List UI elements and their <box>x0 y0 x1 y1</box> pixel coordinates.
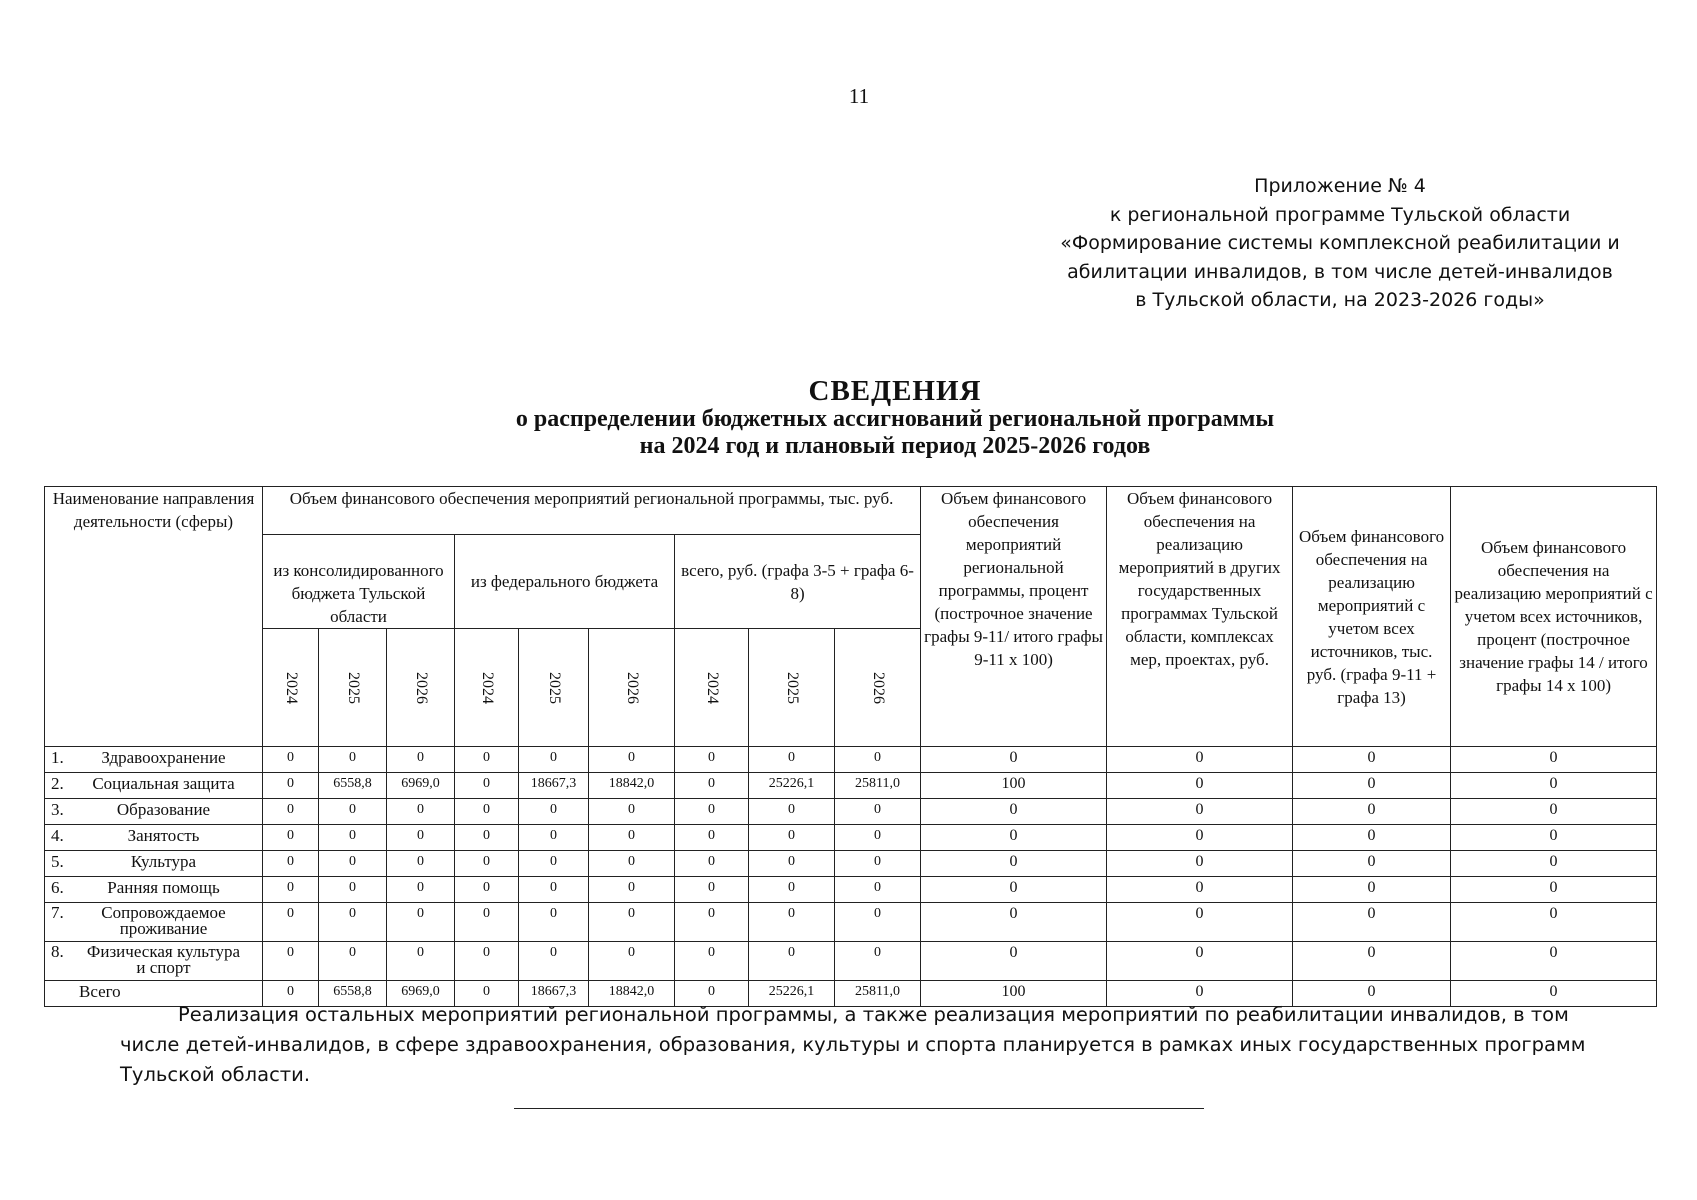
table-cell: 0 <box>1451 851 1657 877</box>
table-cell: 0 <box>519 877 589 903</box>
table-row <box>45 877 1657 903</box>
table-cell: 0 <box>1293 773 1451 799</box>
table-cell: 0 <box>589 825 675 851</box>
table-cell: 0 <box>319 851 387 877</box>
table-cell: 0 <box>921 877 1107 903</box>
table-cell: 0 <box>921 851 1107 877</box>
table-cell: 18667,3 <box>519 773 589 799</box>
table-cell: 0 <box>589 877 675 903</box>
year-header: 2024 <box>455 629 519 747</box>
table-cell: 0 <box>1107 877 1293 903</box>
table-cell: 0 <box>263 981 319 1007</box>
table-cell: 0 <box>1293 903 1451 942</box>
table-row <box>45 851 1657 877</box>
table-cell: 0 <box>1107 903 1293 942</box>
budget-table <box>44 486 1657 1007</box>
table-cell: 0 <box>921 747 1107 773</box>
table-cell: 0 <box>387 877 455 903</box>
table-cell: 0 <box>455 981 519 1007</box>
table-cell: 0 <box>921 799 1107 825</box>
appendix-line: в Тульской области, на 2023-2026 годы» <box>1135 289 1545 311</box>
table-cell: 0 <box>589 747 675 773</box>
row-label: Ранняя помощь <box>107 878 220 897</box>
year-header: 2026 <box>589 629 675 747</box>
appendix-line: Приложение № 4 <box>1254 175 1426 197</box>
table-row <box>45 825 1657 851</box>
row-number: 1. <box>51 748 64 767</box>
table-cell: 0 <box>1293 942 1451 981</box>
header-other-programs: Объем финансового обеспечения на реализацию мероприятий в других государственных программах Тульской области, комплексах мер, проектах, руб. <box>1107 487 1293 747</box>
table-cell: 0 <box>1107 942 1293 981</box>
table-cell: 0 <box>589 942 675 981</box>
table-cell: 100 <box>921 981 1107 1007</box>
table-cell: 0 <box>675 825 749 851</box>
table-cell: 0 <box>921 903 1107 942</box>
table-row <box>45 942 1657 981</box>
table-cell: 0 <box>387 851 455 877</box>
row-name <box>45 877 263 903</box>
row-label: Всего <box>79 982 121 1001</box>
table-cell: 6969,0 <box>387 981 455 1007</box>
row-name <box>45 799 263 825</box>
table-row <box>45 773 1657 799</box>
appendix-line: «Формирование системы комплексной реабилитации и <box>1060 232 1620 254</box>
row-number: 7. <box>51 903 64 922</box>
row-label: Занятость <box>127 826 200 845</box>
table-cell: 0 <box>1451 903 1657 942</box>
table-cell: 0 <box>835 851 921 877</box>
table-cell: 0 <box>1107 825 1293 851</box>
table-cell: 0 <box>921 825 1107 851</box>
table-cell: 0 <box>749 903 835 942</box>
row-number: 6. <box>51 878 64 897</box>
appendix-line: к региональной программе Тульской области <box>1109 203 1571 226</box>
header-name: Наименование направления деятельности (сферы) <box>45 487 263 747</box>
title-subtitle: на 2024 год и плановый период 2025-2026 годов <box>639 433 1151 459</box>
table-cell: 0 <box>589 799 675 825</box>
row-name <box>45 747 263 773</box>
table-cell: 18842,0 <box>589 981 675 1007</box>
table-cell: 100 <box>921 773 1107 799</box>
table-cell: 0 <box>263 942 319 981</box>
table-cell: 0 <box>263 799 319 825</box>
table-cell: 0 <box>675 877 749 903</box>
table-cell: 0 <box>1293 747 1451 773</box>
table-row <box>45 747 1657 773</box>
table-cell: 0 <box>589 903 675 942</box>
table-cell: 0 <box>519 825 589 851</box>
table-cell: 0 <box>455 799 519 825</box>
row-label: Образование <box>116 800 211 819</box>
table-cell: 0 <box>675 851 749 877</box>
table-cell: 0 <box>387 747 455 773</box>
year-header: 2024 <box>263 629 319 747</box>
table-cell: 0 <box>263 877 319 903</box>
table-cell: 0 <box>455 942 519 981</box>
table-cell: 0 <box>455 851 519 877</box>
table-cell: 0 <box>387 799 455 825</box>
table-cell: 0 <box>263 747 319 773</box>
table-cell: 0 <box>387 825 455 851</box>
title-main: СВЕДЕНИЯ <box>808 375 982 407</box>
table-cell: 0 <box>589 851 675 877</box>
table-cell: 0 <box>835 942 921 981</box>
table-cell: 0 <box>519 851 589 877</box>
page-number: 11 <box>848 84 870 108</box>
year-header: 2026 <box>835 629 921 747</box>
row-name <box>45 851 263 877</box>
table-cell: 0 <box>263 773 319 799</box>
table-cell: 0 <box>455 747 519 773</box>
table-cell: 0 <box>1451 773 1657 799</box>
table-cell: 0 <box>921 942 1107 981</box>
table-cell: 0 <box>319 877 387 903</box>
table-cell: 0 <box>835 747 921 773</box>
year-header: 2025 <box>519 629 589 747</box>
title-subtitle: о распределении бюджетных ассигнований региональной программы <box>515 406 1275 432</box>
table-cell: 6969,0 <box>387 773 455 799</box>
table-cell: 0 <box>675 903 749 942</box>
row-name <box>45 825 263 851</box>
year-header: 2026 <box>387 629 455 747</box>
table-cell: 0 <box>319 903 387 942</box>
row-label: Здравоохранение <box>101 748 226 767</box>
table-cell: 25226,1 <box>749 773 835 799</box>
table-cell: 25811,0 <box>835 981 921 1007</box>
table-cell: 0 <box>749 799 835 825</box>
table-cell: 0 <box>675 942 749 981</box>
table-cell: 0 <box>1107 799 1293 825</box>
divider <box>514 1108 1204 1109</box>
table-cell: 0 <box>263 903 319 942</box>
table-cell: 0 <box>835 877 921 903</box>
table-cell: 0 <box>455 903 519 942</box>
row-label: Культура <box>130 852 197 871</box>
row-number: 3. <box>51 800 64 819</box>
table-cell: 0 <box>319 747 387 773</box>
header-all-sources-percent: Объем финансового обеспечения на реализацию мероприятий с учетом всех источников, процент (построчное значение графы 14 / итого графы 14 х 100) <box>1451 487 1657 747</box>
table-cell: 0 <box>519 903 589 942</box>
table-cell: 0 <box>1107 981 1293 1007</box>
table-cell: 0 <box>675 981 749 1007</box>
table-cell: 0 <box>319 825 387 851</box>
footnote: Реализация остальных мероприятий региональной программы, а также реализация мероприятий по реабилитации инвалидов, в том числе детей-инвалидов, в сфере здравоохранения, образования, культуры и спорта планируется в рамках иных государственных программ Тульской области. <box>120 1003 1586 1086</box>
table-cell: 0 <box>749 825 835 851</box>
document-title <box>0 376 1697 460</box>
table-cell: 0 <box>1293 825 1451 851</box>
table-cell: 0 <box>749 747 835 773</box>
table-cell: 25226,1 <box>749 981 835 1007</box>
row-label: Сопровождаемое проживание <box>101 903 226 938</box>
table-cell: 0 <box>1451 942 1657 981</box>
table-cell: 0 <box>455 877 519 903</box>
header-percent-regional: Объем финансового обеспечения мероприятий региональной программы, процент (построчное значение графы 9-11/ итого графы 9-11 х 100) <box>921 487 1107 747</box>
table-cell: 0 <box>835 825 921 851</box>
table-cell: 0 <box>1451 799 1657 825</box>
table-cell: 0 <box>1293 877 1451 903</box>
row-label: Социальная защита <box>92 774 235 793</box>
table-cell: 0 <box>519 799 589 825</box>
table-cell: 0 <box>1451 877 1657 903</box>
year-header: 2025 <box>749 629 835 747</box>
table-cell: 0 <box>675 747 749 773</box>
row-label: Физическая культура и спорт <box>86 942 241 977</box>
table-cell: 0 <box>1293 799 1451 825</box>
table-cell: 0 <box>319 799 387 825</box>
row-name <box>45 773 263 799</box>
row-number: 8. <box>51 942 64 961</box>
table-cell: 0 <box>835 903 921 942</box>
row-number: 5. <box>51 852 64 871</box>
appendix-line: абилитации инвалидов, в том числе детей-инвалидов <box>1067 260 1613 283</box>
table-cell: 0 <box>519 747 589 773</box>
table-cell: 0 <box>263 825 319 851</box>
table-cell: 0 <box>1293 981 1451 1007</box>
table-cell: 6558,8 <box>319 981 387 1007</box>
table-cell: 0 <box>1107 747 1293 773</box>
header-federal: из федерального бюджета <box>455 535 675 629</box>
table-cell: 0 <box>835 799 921 825</box>
table-cell: 6558,8 <box>319 773 387 799</box>
table-cell: 0 <box>749 942 835 981</box>
table-cell: 0 <box>519 942 589 981</box>
header-all-sources: Объем финансового обеспечения на реализацию мероприятий с учетом всех источников, тыс. руб. (графа 9-11 + графа 13) <box>1293 487 1451 747</box>
table-cell: 0 <box>1107 851 1293 877</box>
table-row <box>45 799 1657 825</box>
table-cell: 0 <box>387 903 455 942</box>
table-cell: 0 <box>263 851 319 877</box>
year-header: 2025 <box>319 629 387 747</box>
row-number: 2. <box>51 774 64 793</box>
appendix-header <box>1040 172 1640 315</box>
table-cell: 0 <box>749 851 835 877</box>
table-cell: 25811,0 <box>835 773 921 799</box>
row-name <box>45 942 263 981</box>
table-cell: 0 <box>675 799 749 825</box>
table-cell: 0 <box>1451 747 1657 773</box>
table-cell: 0 <box>387 942 455 981</box>
header-volume-group: Объем финансового обеспечения мероприятий региональной программы, тыс. руб. <box>263 487 921 535</box>
header-consolidated: из консолидированного бюджета Тульской области <box>263 535 455 629</box>
table-cell: 0 <box>455 773 519 799</box>
table-row <box>45 903 1657 942</box>
table-cell: 0 <box>319 942 387 981</box>
table-cell: 0 <box>749 877 835 903</box>
header-total: всего, руб. (графа 3-5 + графа 6-8) <box>675 535 921 629</box>
table-cell: 0 <box>1293 851 1451 877</box>
table-cell: 18667,3 <box>519 981 589 1007</box>
table-cell: 18842,0 <box>589 773 675 799</box>
table-cell: 0 <box>1107 773 1293 799</box>
row-name <box>45 903 263 942</box>
table-cell: 0 <box>1451 981 1657 1007</box>
year-header: 2024 <box>675 629 749 747</box>
table-cell: 0 <box>1451 825 1657 851</box>
table-cell: 0 <box>675 773 749 799</box>
row-number: 4. <box>51 826 64 845</box>
table-cell: 0 <box>455 825 519 851</box>
